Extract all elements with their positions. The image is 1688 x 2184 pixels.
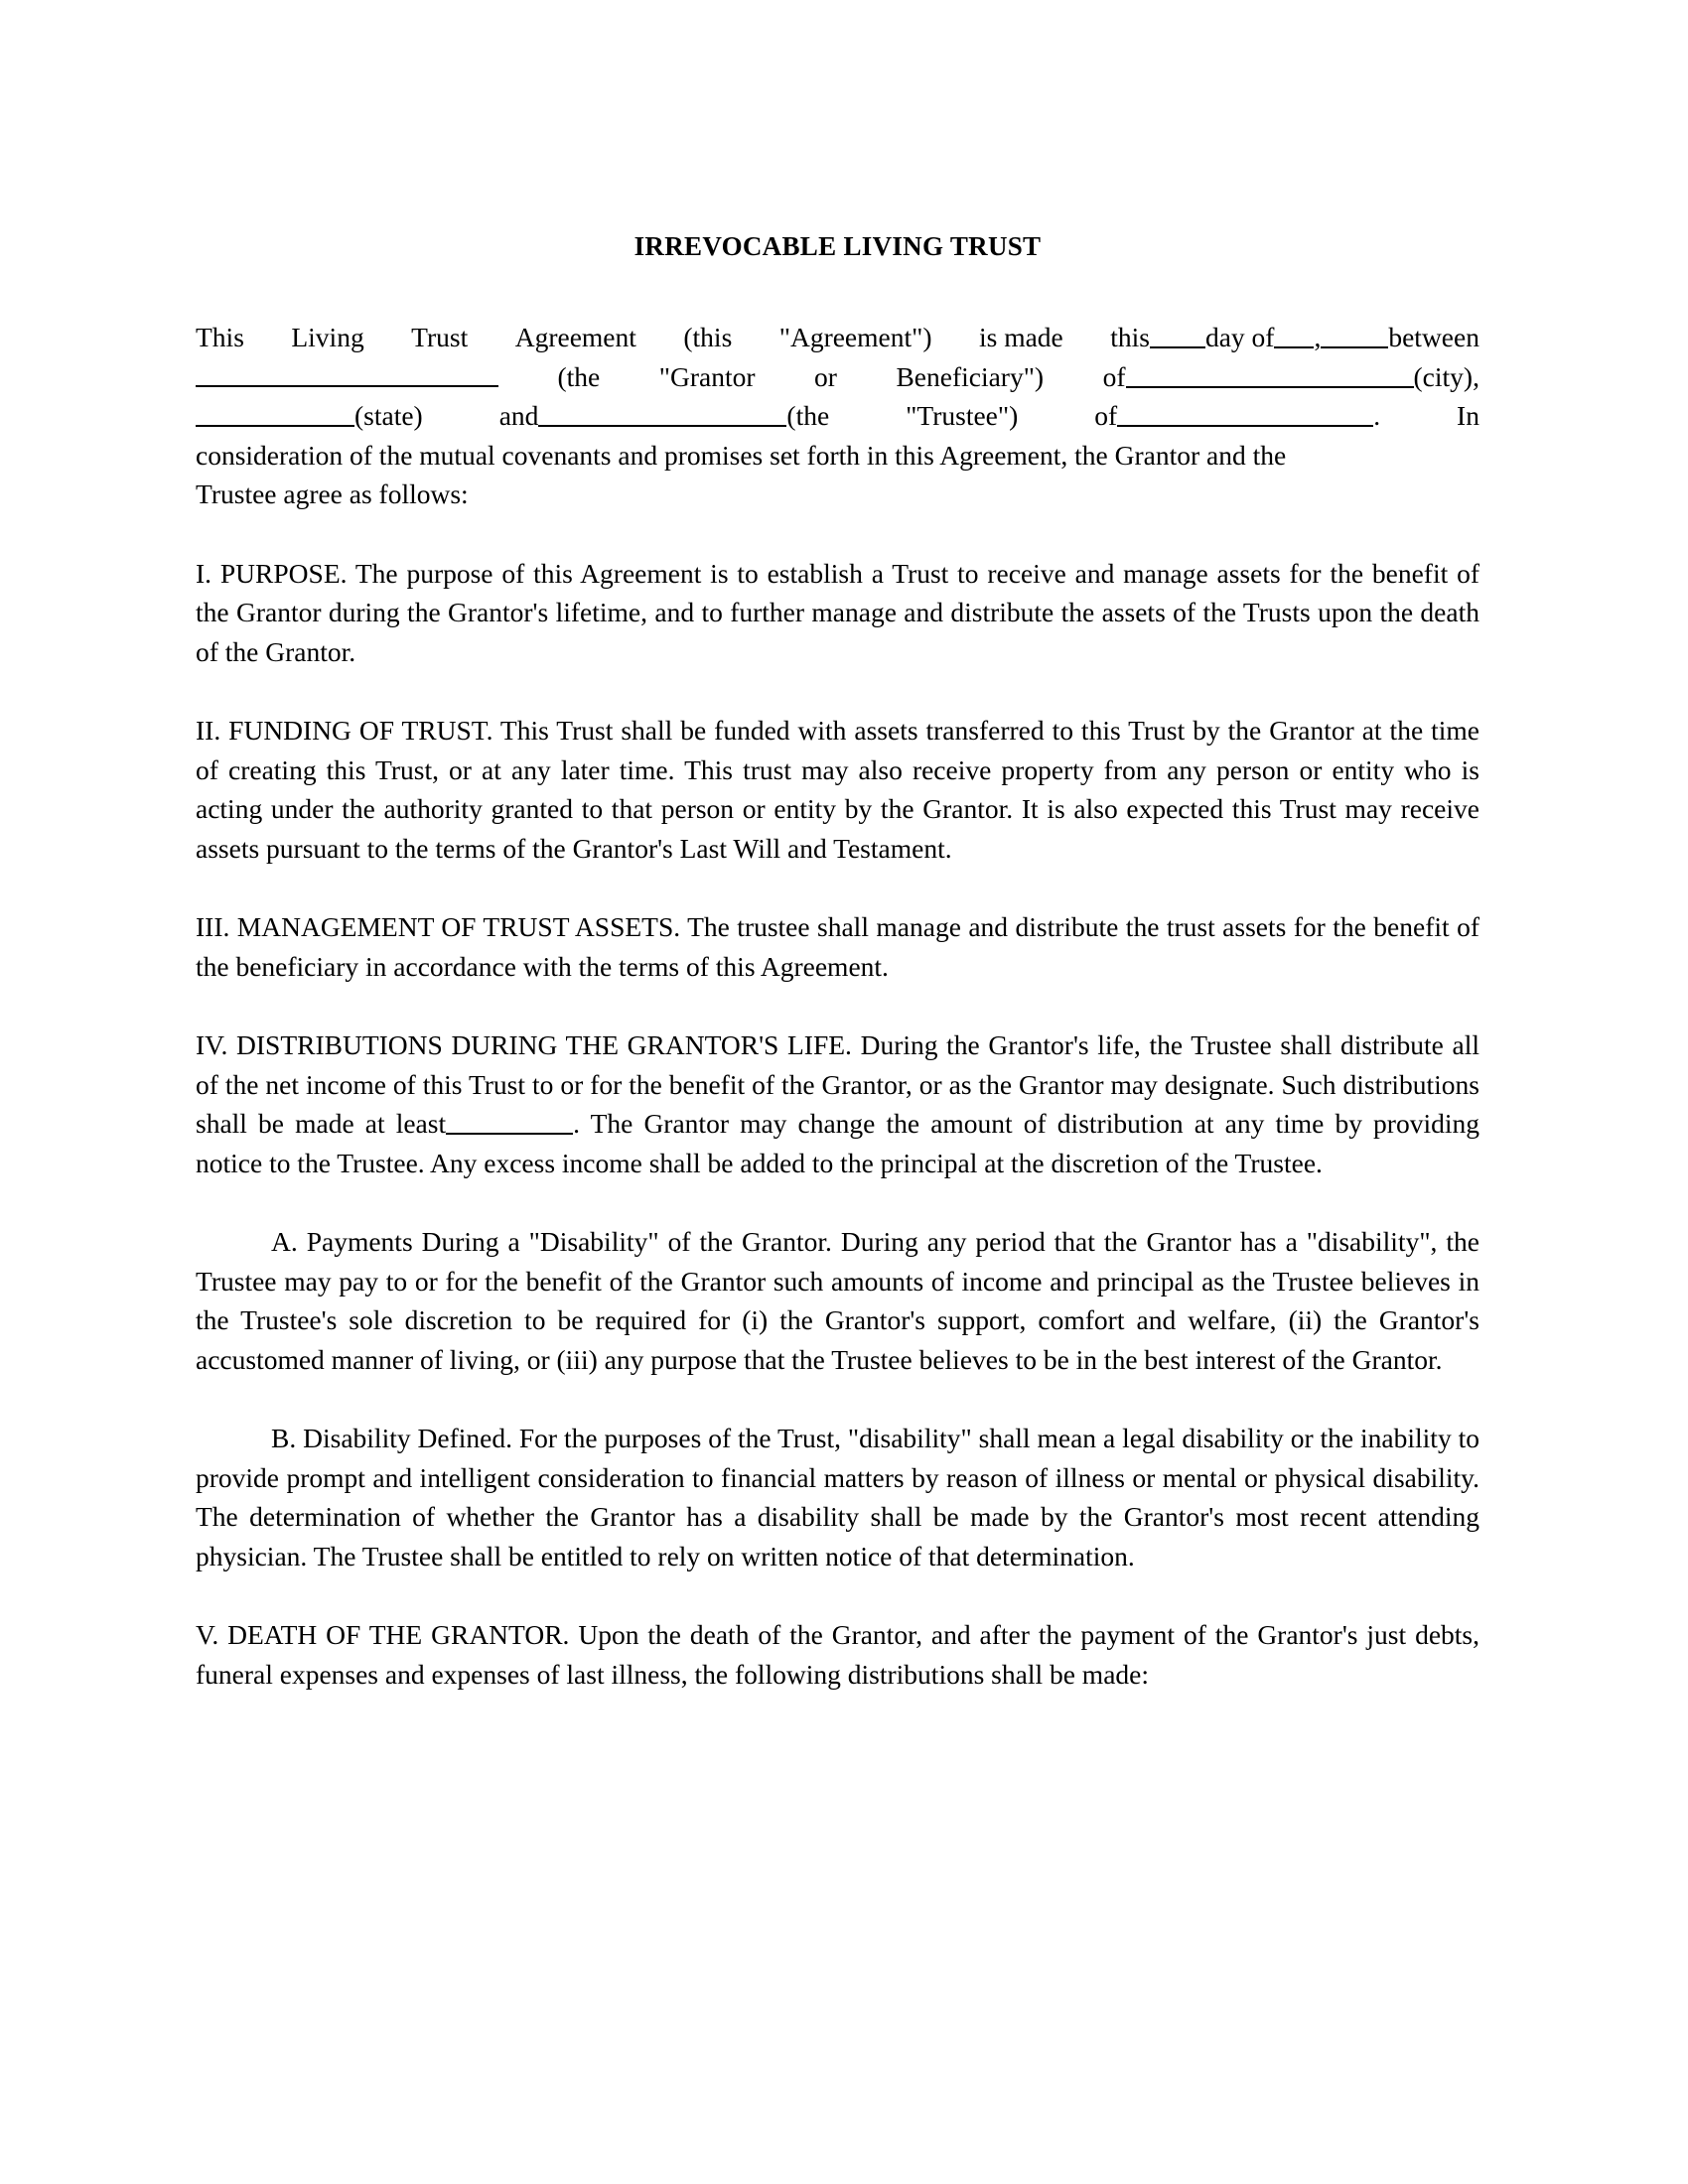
- section-body: During the Grantor's life, the Trustee shall distribute all of the net income of this Trust to or for the benefit of the Grantor, or as the Grantor may designate. Such distributions shall be made at least: [196, 1029, 1479, 1140]
- section-distributions-during-grantors-life: [196, 1025, 1479, 1182]
- spacer: [196, 1575, 1479, 1615]
- preamble-state-group: [196, 396, 423, 436]
- preamble-text: of: [1094, 400, 1118, 432]
- subsection-heading: B. Disability Defined.: [271, 1423, 512, 1454]
- preamble-text: of: [1102, 360, 1126, 392]
- preamble-text: "Agreement"): [778, 322, 932, 353]
- preamble-text: (the: [786, 400, 830, 432]
- spacer: [196, 986, 1479, 1025]
- month-blank-field[interactable]: [1274, 319, 1314, 348]
- section-purpose: [196, 554, 1479, 672]
- preamble-text: "Trustee"): [906, 400, 1019, 432]
- grantor-name-blank-field[interactable]: [196, 357, 498, 387]
- section-body: The purpose of this Agreement is to establish a Trust to receive and manage assets for the benefit of the Grantor during the Grantor's lifetime, and to further manage and distribute the assets of the Trusts upon the death of the Grantor.: [196, 557, 1479, 667]
- section-heading: II. FUNDING OF TRUST.: [196, 715, 493, 747]
- preamble-text: is made: [978, 322, 1063, 353]
- year-blank-field[interactable]: [1321, 319, 1388, 348]
- page-title: IRREVOCABLE LIVING TRUST: [633, 231, 1042, 261]
- preamble-text: or: [814, 360, 837, 392]
- preamble-text: Beneficiary"): [896, 360, 1045, 392]
- distribution-frequency-blank-field[interactable]: [446, 1105, 573, 1135]
- section-death-of-the-grantor: [196, 1615, 1479, 1694]
- preamble-day-group: [1110, 318, 1479, 357]
- preamble-text: between: [1388, 322, 1479, 353]
- preamble-line-4: consideration of the mutual covenants and promises set forth in this Agreement, the Grantor and the: [196, 439, 1287, 471]
- state-blank-field[interactable]: [196, 397, 354, 427]
- preamble-trustee-of-group: [1094, 396, 1380, 436]
- preamble-text: Trust: [411, 322, 469, 353]
- subsection-body: For the purposes of the Trust, "disability" shall mean a legal disability or the inability to provide prompt and intelligent consideration to financial matters by reason of illness or mental or physical disability. The determination of whether the Grantor has a disability shall be made by the Grantor's most recent attending physician. The Trustee shall be entitled to rely on written notice of that determination.: [196, 1423, 1479, 1571]
- preamble-text: ,: [1314, 322, 1322, 353]
- preamble-text: (the: [557, 360, 601, 392]
- preamble-text: and: [498, 400, 539, 432]
- spacer: [196, 262, 1479, 318]
- city-blank-field[interactable]: [1126, 358, 1414, 388]
- subsection-payments-during-disability: [196, 1222, 1479, 1379]
- section-body: Upon the death of the Grantor, and after the payment of the Grantor's just debts, funeral expenses and expenses of last illness, the following distributions shall be made:: [196, 1619, 1479, 1690]
- spacer: [196, 514, 1479, 554]
- section-heading: V. DEATH OF THE GRANTOR.: [196, 1619, 570, 1651]
- preamble-line-3: [196, 396, 1479, 436]
- preamble-city-group: [1103, 357, 1479, 397]
- section-heading: III. MANAGEMENT OF TRUST ASSETS.: [196, 911, 681, 943]
- section-heading: I. PURPOSE.: [196, 557, 348, 589]
- preamble-text: .: [1373, 400, 1381, 432]
- section-body: The trustee shall manage and distribute the trust assets for the benefit of the beneficiary in accordance with the terms of this Agreement.: [196, 911, 1479, 982]
- preamble-line-1: [196, 318, 1479, 357]
- section-heading: IV. DISTRIBUTIONS DURING THE GRANTOR'S LIFE.: [196, 1029, 852, 1061]
- preamble-text: (state): [354, 400, 423, 432]
- preamble-text: this: [1110, 322, 1150, 353]
- preamble-line-2: [196, 357, 1479, 397]
- preamble-text: Living: [291, 322, 364, 353]
- preamble-trustee-group: [499, 396, 829, 436]
- section-body: This Trust shall be funded with assets transferred to this Trust by the Grantor at the time of creating this Trust, or at any later time. This trust may also receive property from any person or entity who is acting under the authority granted to that person or entity by the Grantor. It is also expected this Trust may receive assets pursuant to the terms of the Grantor's Last Will and Testament.: [196, 715, 1479, 864]
- preamble-text: "Grantor: [658, 360, 756, 392]
- day-blank-field[interactable]: [1150, 319, 1205, 348]
- spacer: [196, 1182, 1479, 1222]
- trustee-address-blank-field[interactable]: [1117, 397, 1373, 427]
- spacer: [196, 1379, 1479, 1419]
- subsection-disability-defined: [196, 1419, 1479, 1575]
- trustee-name-blank-field[interactable]: [538, 397, 786, 427]
- subsection-body: During any period that the Grantor has a "disability", the Trustee may pay to or for the benefit of the Grantor such amounts of income and principal as the Trustee believes in the Trustee's sole discretion to be required for (i) the Grantor's support, comfort and welfare, (ii) the Grantor's accustomed manner of living, or (iii) any purpose that the Trustee believes to be in the best interest of the Grantor.: [196, 1226, 1479, 1375]
- section-funding-of-trust: [196, 711, 1479, 868]
- preamble-paragraph: [196, 318, 1479, 514]
- preamble-text: In: [1457, 400, 1479, 432]
- section-management-of-trust-assets: [196, 907, 1479, 986]
- spacer: [196, 671, 1479, 711]
- preamble-text: day of: [1204, 322, 1275, 353]
- preamble-text: (this: [683, 322, 733, 353]
- document-content: [196, 0, 1479, 1694]
- preamble-line-5: Trustee agree as follows:: [196, 478, 469, 510]
- subsection-heading: A. Payments During a "Disability" of the Grantor.: [271, 1226, 832, 1258]
- preamble-text: (city),: [1413, 360, 1479, 392]
- preamble-text: This: [196, 322, 244, 353]
- spacer: [196, 868, 1479, 907]
- section-body: . The Grantor may change the amount of distribution at any time by providing notice to the Trustee. Any excess income shall be added to the principal at the discretion of the Trustee.: [196, 1108, 1479, 1178]
- preamble-text: Agreement: [514, 322, 636, 353]
